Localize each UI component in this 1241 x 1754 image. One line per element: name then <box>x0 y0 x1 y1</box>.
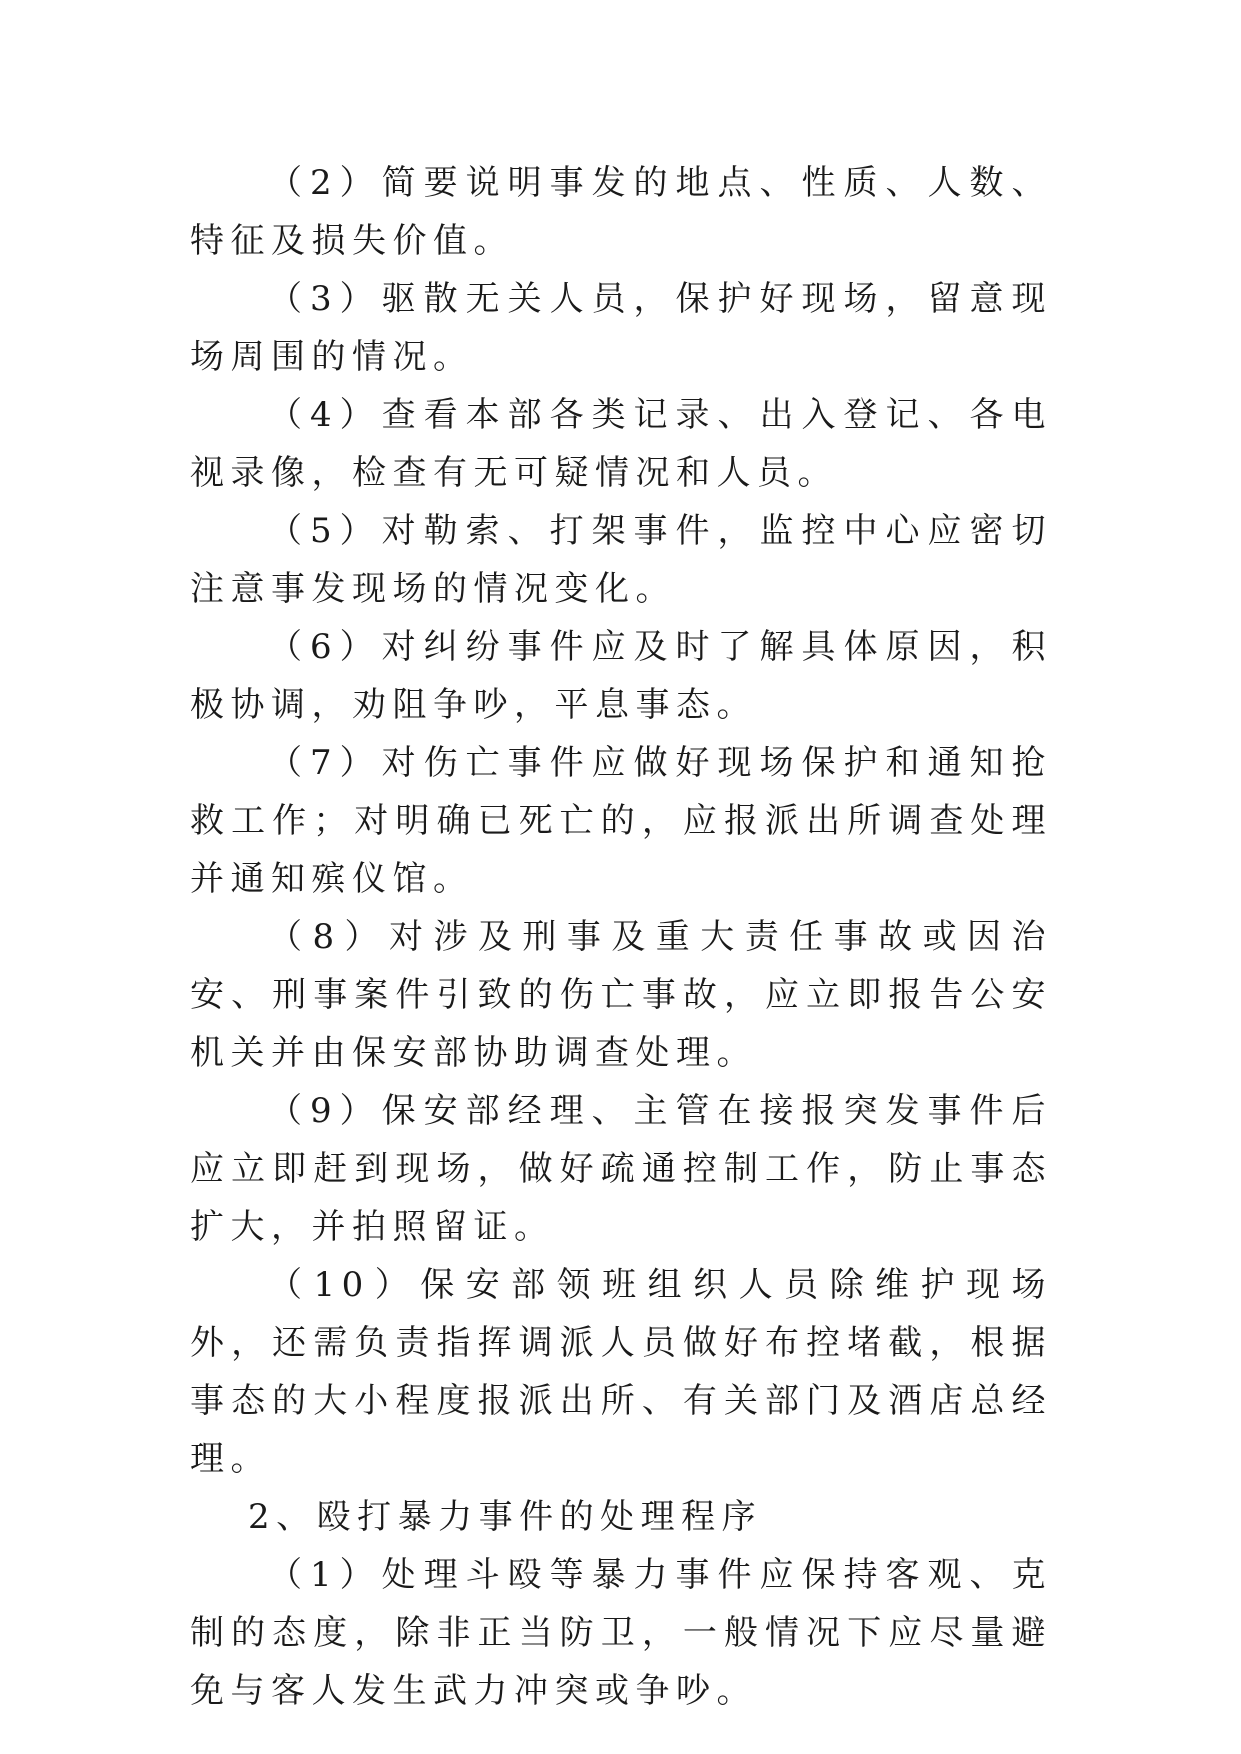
paragraph-6-dispute: （6）对纠纷事件应及时了解具体原因，积极协调，劝阻争吵，平息事态。 <box>190 627 1052 725</box>
paragraph-4-check-records: （4）查看本部各类记录、出入登记、各电视录像，检查有无可疑情况和人员。 <box>190 395 1052 493</box>
paragraph-5-extortion-fight: （5）对勒索、打架事件，监控中心应密切注意事发现场的情况变化。 <box>190 511 1052 609</box>
document-body <box>190 154 1052 1720</box>
section-heading-violence: 2、殴打暴力事件的处理程序 <box>248 1497 763 1537</box>
paragraph-8-criminal-case: （8）对涉及刑事及重大责任事故或因治安、刑事案件引致的伤亡事故，应立即报告公安机关并由保安部协助调查处理。 <box>190 917 1052 1073</box>
paragraph-2-location-nature: （2）简要说明事发的地点、性质、人数、特征及损失价值。 <box>190 163 1052 261</box>
paragraph-1-violence-handling: （1）处理斗殴等暴力事件应保持客观、克制的态度，除非正当防卫，一般情况下应尽量避免与客人发生武力冲突或争吵。 <box>190 1555 1052 1711</box>
paragraph-10-team-leader: （10）保安部领班组织人员除维护现场外，还需负责指挥调派人员做好布控堵截，根据事态的大小程度报派出所、有关部门及酒店总经理。 <box>190 1265 1052 1479</box>
paragraph-7-casualty: （7）对伤亡事件应做好现场保护和通知抢救工作；对明确已死亡的，应报派出所调查处理并通知殡仪馆。 <box>190 743 1052 899</box>
paragraph-3-disperse-people: （3）驱散无关人员，保护好现场，留意现场周围的情况。 <box>190 279 1052 377</box>
paragraph-9-manager-response: （9）保安部经理、主管在接报突发事件后应立即赶到现场，做好疏通控制工作，防止事态扩大，并拍照留证。 <box>190 1091 1052 1247</box>
